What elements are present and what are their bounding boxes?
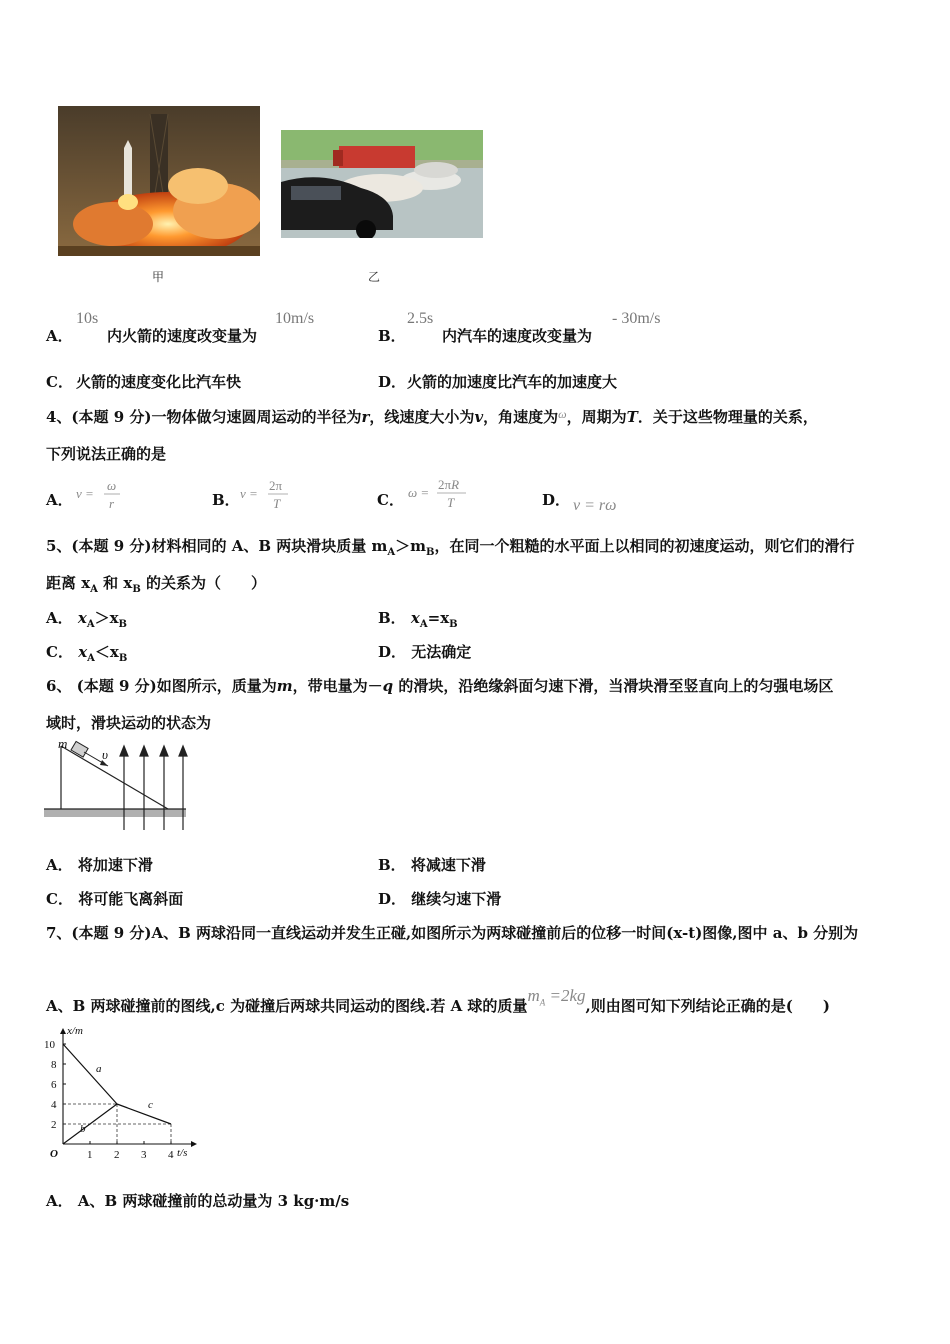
svg-text:2π: 2π [269,478,283,493]
svg-text:ω =: ω = [408,485,430,500]
x-tick-label: 4 [168,1149,174,1161]
incline-slope [61,746,168,809]
series-label-c: c [148,1099,153,1111]
svg-text:T: T [273,496,281,511]
q6-stem-line2: 域时，滑块运动的状态为 [46,714,212,732]
q5-option-a: A． $x_A>x_B$ [46,609,127,630]
q3-option-d-label: D． [378,373,407,391]
q3-option-c-text: 火箭的速度变化比汽车快 [76,373,242,391]
q3-option-a-text: 内火箭的速度改变量为 [107,327,258,345]
incline-field-figure [44,736,194,831]
q6-stem-line1: 6、 (本题 9 分)如图所示，质量为m，带电量为－q 的滑块，沿绝缘斜面匀速下滑，当滑块滑至竖直向上的匀强电场区 [46,677,834,695]
series-label-b: b [80,1123,86,1135]
slider-block [71,741,88,757]
svg-text:ω: ω [107,478,117,493]
x-tick-label: 1 [87,1149,93,1161]
q4-stem-line2: 下列说法正确的是 [46,445,167,463]
series-line-a [63,1044,117,1104]
x-tick-label: 2 [114,1149,120,1161]
x-tick-label: 3 [141,1149,147,1161]
y-tick-label: 4 [51,1099,57,1111]
q3-option-a-value: 10m/s [275,310,315,327]
q3-option-a-label: A． [46,327,73,345]
q7-stem-line2: A、B 两球碰撞前的图线,c 为碰撞后两球共同运动的图线.若 A 球的质量$m_A =2kg$,则由图可知下列结论正确的是( ) [46,986,830,1015]
y-axis-label: x/m [67,1025,83,1037]
xt-graph [40,1024,200,1164]
q5-stem-line1: 5、(本题 9 分)材料相同的 A、B 两块滑块质量 $m_A>m_B$，在同一个粗糙的水平面上以相同的初速度运动，则它们的滑行 [46,537,855,558]
electric-field-lines [120,746,187,830]
cars-caption: 乙 [368,270,381,284]
q4-option-c-formula [408,475,472,511]
y-tick-label: 8 [51,1059,57,1071]
x-axis-arrow [191,1141,197,1147]
q4-option-a-formula [76,476,126,512]
x-axis-label: t/s [177,1147,188,1159]
q3-option-b-label: B． [378,327,406,345]
svg-text:v =: v = [240,486,258,501]
series-label-a: a [96,1063,102,1075]
q7-option-a: A． A、B 两球碰撞前的总动量为 3 kg·m/s [46,1192,350,1210]
q4-option-a-label: A． [46,491,73,509]
q4-option-c-label: C． [377,491,404,509]
y-tick-label: 6 [51,1079,57,1091]
q5-option-b: B． $x_A=x_B$ [378,609,458,630]
q6-option-c: C． 将可能飞离斜面 [46,890,184,908]
cars-illustration [281,130,483,242]
q4-option-d-formula: v = rω [573,497,617,514]
cars-photo [281,130,483,242]
y-tick-label: 2 [51,1119,57,1131]
origin-label: O [50,1148,58,1160]
svg-text:r: r [109,496,115,511]
q7-stem-line1: 7、(本题 9 分)A、B 两球沿同一直线运动并发生正碰,如图所示为两球碰撞前后的位移一时间(x-t)图像,图中 a、b 分别为 [46,924,859,942]
q3-option-b-value: - 30m/s [612,310,661,327]
q6-option-d: D． 继续匀速下滑 [378,890,502,908]
svg-text:2πR: 2πR [438,477,460,492]
svg-text:v =: v = [76,486,94,501]
q4-option-d-label: D． [542,491,571,509]
q5-option-c: C． $x_A<x_B$ [46,643,128,664]
velocity-label: υ [102,747,108,762]
q6-option-a: A． 将加速下滑 [46,856,153,874]
rocket-illustration [58,106,260,256]
q3-option-b-time: 2.5s [407,310,434,327]
rocket-caption: 甲 [152,270,165,284]
svg-text:T: T [447,495,455,510]
q3-option-a-time: 10s [76,310,99,327]
q5-option-d: D． 无法确定 [378,643,472,661]
series-line-c [117,1104,171,1124]
q3-option-c-label: C． [46,373,73,391]
q6-option-b: B． 将减速下滑 [378,856,486,874]
y-axis-arrow [60,1028,66,1034]
q4-stem-line1: 4、(本题 9 分)一物体做匀速圆周运动的半径为r，线速度大小为v，角速度为$^\omega$，周期为T．关于这些物理量的关系， [46,407,818,426]
y-tick-label: 10 [44,1039,55,1051]
block-mass-label: m [58,736,68,751]
q4-option-b-label: B． [212,491,240,509]
q4-option-b-formula [240,476,296,512]
q3-option-d-text: 火箭的加速度比汽车的加速度大 [407,373,618,391]
q5-stem-line2: 距离 $x_A$ 和 $x_B$ 的关系为（ ） [46,574,267,595]
rocket-photo [58,106,260,256]
ground [44,809,186,817]
q3-option-b-text: 内汽车的速度改变量为 [442,327,593,345]
